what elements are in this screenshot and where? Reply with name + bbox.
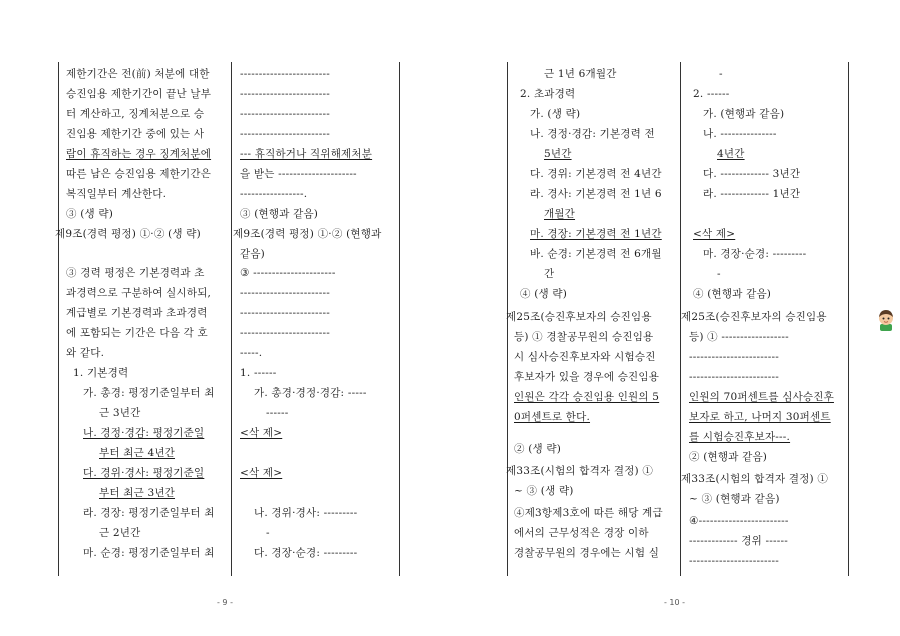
text-line: -	[717, 268, 721, 280]
text-line: ------------- 경위 ------	[689, 535, 788, 547]
current-text-column	[55, 62, 232, 576]
text-line: 을 받는 ---------------------	[240, 168, 357, 180]
text-line: 다. 경위: 기본경력 전 4년간	[530, 168, 662, 180]
text-line: -	[266, 527, 270, 539]
text-line: 다. 경장·순경: ---------	[254, 547, 358, 559]
text-line: 후보자가 있을 경우에 승진임용	[514, 371, 660, 383]
text-line: 2. ------	[693, 88, 730, 100]
text-line: 가. 총경: 평정기준일부터 최	[83, 387, 215, 399]
text-line: 마. 경장·순경: ---------	[703, 248, 807, 260]
text-line: ④제3항제3호에 따른 해당 계급	[514, 507, 663, 519]
page-10	[450, 0, 900, 636]
page-number: - 10 -	[664, 598, 686, 607]
text-line: 0퍼센트로 한다.	[514, 411, 591, 423]
article-heading: 제25조(승진후보자의 승진임용	[681, 311, 827, 323]
text-line: 승진임용 제한기간이 끝난 날부	[66, 88, 212, 100]
text-line: 바. 순경: 기본경력 전 6개월	[530, 248, 662, 260]
text-line: ------------------------	[240, 307, 330, 319]
text-line: 보자로 하고, 나머지 30퍼센트	[689, 411, 831, 423]
text-line: 복직일부터 계산한다.	[66, 188, 167, 200]
text-line: 등) ① 경찰공무원의 승진임용	[514, 331, 654, 343]
text-line: ------------------------	[689, 555, 779, 567]
text-line: 마. 순경: 평정기준일부터 최	[83, 547, 215, 559]
text-line: 개월간	[544, 208, 576, 220]
text-line: 과경력으로 구분하여 실시하되,	[66, 287, 212, 299]
text-line: 같음)	[240, 248, 265, 260]
text-line: 라. 경장: 평정기준일부터 최	[83, 507, 215, 519]
text-line: -	[719, 68, 723, 80]
text-line: ------------------------	[240, 108, 330, 120]
text-line: 인원의 70퍼센트를 심사승진후	[689, 391, 834, 403]
text-line: ------------------------	[240, 327, 330, 339]
article-heading: 제33조(시험의 합격자 결정) ①	[506, 465, 654, 477]
text-line: 따른 남은 승진임용 제한기간은	[66, 168, 212, 180]
text-line: ------------------------	[240, 68, 330, 80]
text-line: 진임용 제한기간 중에 있는 사	[66, 128, 205, 140]
text-line: ------	[266, 407, 289, 419]
text-line: ② (현행과 같음)	[689, 451, 768, 463]
comparison-table-page-10	[507, 62, 849, 576]
text-line: 나. 경정·경감: 평정기준일	[83, 427, 205, 439]
comparison-table-page-9	[55, 62, 400, 576]
text-line: ④ (생 략)	[520, 288, 568, 300]
text-line: 나. 경정·경감: 기본경력 전	[530, 128, 655, 140]
text-line: ③ (현행과 같음)	[240, 208, 319, 220]
deleted-marker: <삭 제>	[240, 427, 283, 439]
text-line: 가. (생 략)	[530, 108, 581, 120]
article-heading: 제25조(승진후보자의 승진임용	[506, 311, 652, 323]
text-line: 터 계산하고, 징계처분으로 승	[66, 108, 205, 120]
article-heading: 제9조(경력 평정) ①·② (현행과	[233, 228, 382, 240]
text-line: 를 시험승진후보자---.	[689, 431, 791, 443]
text-line: 가. (현행과 같음)	[703, 108, 785, 120]
article-heading: 제9조(경력 평정) ①·② (생 략)	[55, 228, 201, 240]
text-line: 간	[544, 268, 555, 280]
page-number: - 9 -	[217, 598, 233, 607]
text-line: ③ 경력 평정은 기본경력과 초	[66, 267, 205, 279]
text-line: 라. 경사: 기본경력 전 1년 6	[530, 188, 662, 200]
text-line: 나. 경위·경사: ---------	[254, 507, 358, 519]
text-line: 근 2년간	[99, 527, 141, 539]
text-line: 에서의 근무성적은 경장 이하	[514, 527, 649, 539]
text-line: ④------------------------	[689, 515, 789, 527]
text-line: ------------------------	[689, 371, 779, 383]
text-line: 부터 최근 3년간	[99, 487, 176, 499]
deleted-marker: <삭 제>	[240, 467, 283, 479]
article-heading: 제33조(시험의 합격자 결정) ①	[681, 473, 829, 485]
text-line: ------------------------	[689, 351, 779, 363]
current-text-column	[508, 62, 681, 576]
text-line: ------------------------	[240, 128, 330, 140]
text-line: 에 포함되는 기간은 다음 각 호	[66, 327, 208, 339]
text-line: -----.	[240, 347, 263, 359]
text-line: -----------------.	[240, 188, 308, 200]
text-line: 4년간	[717, 148, 745, 160]
text-line: ~ ③ (생 략)	[514, 485, 574, 497]
text-line: 가. 총경·경정·경감: -----	[254, 387, 367, 399]
text-line: 경찰공무원의 경우에는 시험 실	[514, 547, 660, 559]
text-line: --- 휴직하거나 직위해제처분	[240, 148, 373, 160]
text-line: 라. ------------- 1년간	[703, 188, 801, 200]
text-line: 제한기간은 전(前) 처분에 대한	[66, 68, 210, 80]
text-line: 2. 초과경력	[520, 88, 576, 100]
text-line: 5년간	[544, 148, 572, 160]
text-line: 다. ------------- 3년간	[703, 168, 801, 180]
revised-text-column	[681, 62, 848, 576]
text-line: 계급별로 기본경력과 초과경력	[66, 307, 208, 319]
text-line: 1. 기본경력	[73, 367, 129, 379]
text-line: 와 같다.	[66, 347, 105, 359]
text-line: ③ ----------------------	[240, 267, 336, 279]
text-line: ------------------------	[240, 88, 330, 100]
text-line: ------------------------	[240, 287, 330, 299]
text-line: ④ (현행과 같음)	[693, 288, 772, 300]
child-avatar-icon[interactable]	[875, 307, 897, 331]
text-line: 1. ------	[240, 367, 277, 379]
text-line: 나. ---------------	[703, 128, 777, 140]
text-line: ② (생 략)	[514, 443, 562, 455]
text-line: 근 3년간	[99, 407, 141, 419]
text-line: 등) ① ------------------	[689, 331, 789, 343]
text-line: 부터 최근 4년간	[99, 447, 176, 459]
text-line: 근 1년 6개월간	[544, 68, 617, 80]
deleted-marker: <삭 제>	[693, 228, 736, 240]
text-line: 람이 휴직하는 경우 징계처분에	[66, 148, 212, 160]
text-line: ③ (생 략)	[66, 208, 114, 220]
text-line: 인원은 각각 승진임용 인원의 5	[514, 391, 660, 403]
text-line: 시 심사승진후보자와 시험승진	[514, 351, 656, 363]
text-line: ~ ③ (현행과 같음)	[689, 493, 780, 505]
text-line: 다. 경위·경사: 평정기준일	[83, 467, 205, 479]
text-line: 마. 경장: 기본경력 전 1년간	[530, 228, 662, 240]
revised-text-column	[232, 62, 399, 576]
